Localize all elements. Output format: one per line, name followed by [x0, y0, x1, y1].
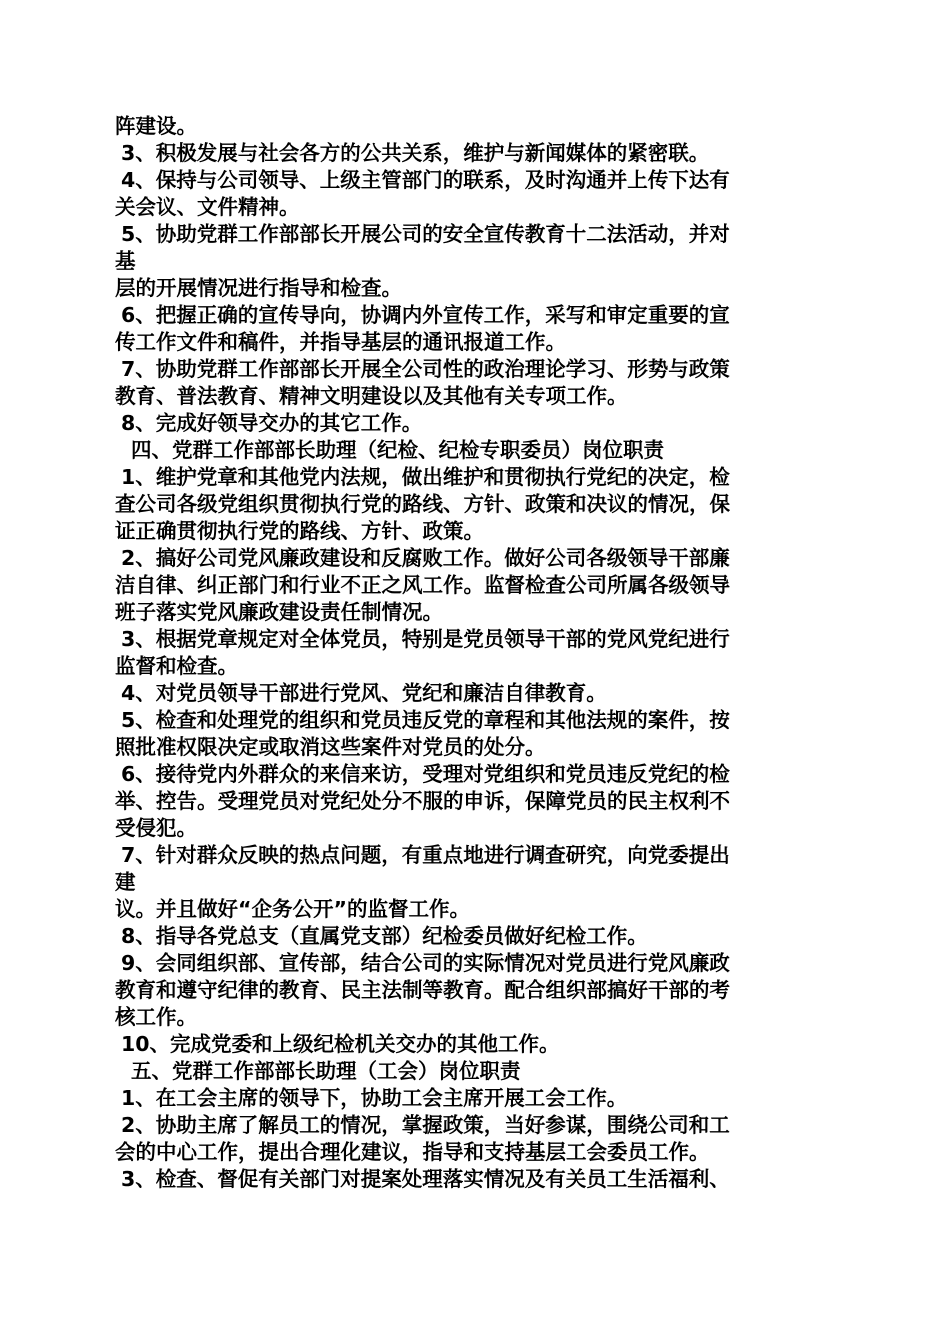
text-line: 建: [115, 870, 136, 894]
text-line: 8、指导各党总支（直属党支部）纪检委员做好纪检工作。: [121, 924, 648, 948]
text-line: 2、协助主席了解员工的情况，掌握政策，当好参谋，围绕公司和工: [121, 1113, 730, 1137]
text-line: 班子落实党风廉政建设责任制情况。: [115, 600, 443, 624]
text-line: 会的中心工作，提出合理化建议，指导和支持基层工会委员工作。: [115, 1140, 710, 1164]
text-line: 照批准权限决定或取消这些案件对党员的处分。: [115, 735, 546, 759]
text-line: 层的开展情况进行指导和检查。: [115, 276, 402, 300]
text-line: 阵建设。: [115, 114, 197, 138]
text-line: 2、搞好公司党风廉政建设和反腐败工作。做好公司各级领导干部廉: [121, 546, 730, 570]
text-line: 教育和遵守纪律的教育、民主法制等教育。配合组织部搞好干部的考: [115, 978, 730, 1002]
text-line: 关会议、文件精神。: [115, 195, 300, 219]
text-line: 基: [115, 249, 136, 273]
text-line: 教育、普法教育、精神文明建设以及其他有关专项工作。: [115, 384, 628, 408]
text-line: 3、积极发展与社会各方的公共关系，维护与新闻媒体的紧密联。: [121, 141, 710, 165]
text-line: 核工作。: [115, 1005, 197, 1029]
text-line: 8、完成好领导交办的其它工作。: [121, 411, 423, 435]
text-line: 议。并且做好“企务公开”的监督工作。: [115, 897, 470, 921]
text-line: 9、会同组织部、宣传部，结合公司的实际情况对党员进行党风廉政: [121, 951, 730, 975]
text-line: 4、对党员领导干部进行党风、党纪和廉洁自律教育。: [121, 681, 607, 705]
document-page: [115, 113, 835, 1193]
text-line: 4、保持与公司领导、上级主管部门的联系，及时沟通并上传下达有: [121, 168, 730, 192]
text-line: 证正确贯彻执行党的路线、方针、政策。: [115, 519, 484, 543]
text-line: 监督和检查。: [115, 654, 238, 678]
text-line: 1、在工会主席的领导下，协助工会主席开展工会工作。: [121, 1086, 628, 1110]
text-line: 3、根据党章规定对全体党员，特别是党员领导干部的党风党纪进行: [121, 627, 730, 651]
text-line: 7、协助党群工作部部长开展全公司性的政治理论学习、形势与政策: [121, 357, 730, 381]
text-line: 查公司各级党组织贯彻执行党的路线、方针、政策和决议的情况，保: [115, 492, 730, 516]
text-line: 6、接待党内外群众的来信来访，受理对党组织和党员违反党纪的检: [121, 762, 730, 786]
text-line: 3、检查、督促有关部门对提案处理落实情况及有关员工生活福利、: [121, 1167, 730, 1191]
text-line: 5、协助党群工作部部长开展公司的安全宣传教育十二法活动，并对: [121, 222, 730, 246]
text-line: 洁自律、纠正部门和行业不正之风工作。监督检查公司所属各级领导: [115, 573, 730, 597]
text-line: 举、控告。受理党员对党纪处分不服的申诉，保障党员的民主权利不: [115, 789, 730, 813]
text-line: 10、完成党委和上级纪检机关交办的其他工作。: [121, 1032, 560, 1056]
text-line: 传工作文件和稿件，并指导基层的通讯报道工作。: [115, 330, 566, 354]
text-line: 7、针对群众反映的热点问题，有重点地进行调查研究，向党委提出: [121, 843, 730, 867]
text-line: 受侵犯。: [115, 816, 197, 840]
text-line: 五、党群工作部部长助理（工会）岗位职责: [131, 1059, 521, 1083]
text-line: 5、检查和处理党的组织和党员违反党的章程和其他法规的案件，按: [121, 708, 730, 732]
text-line: 1、维护党章和其他党内法规，做出维护和贯彻执行党纪的决定，检: [121, 465, 730, 489]
text-line: 6、把握正确的宣传导向，协调内外宣传工作，采写和审定重要的宣: [121, 303, 730, 327]
text-line: 四、党群工作部部长助理（纪检、纪检专职委员）岗位职责: [131, 438, 664, 462]
